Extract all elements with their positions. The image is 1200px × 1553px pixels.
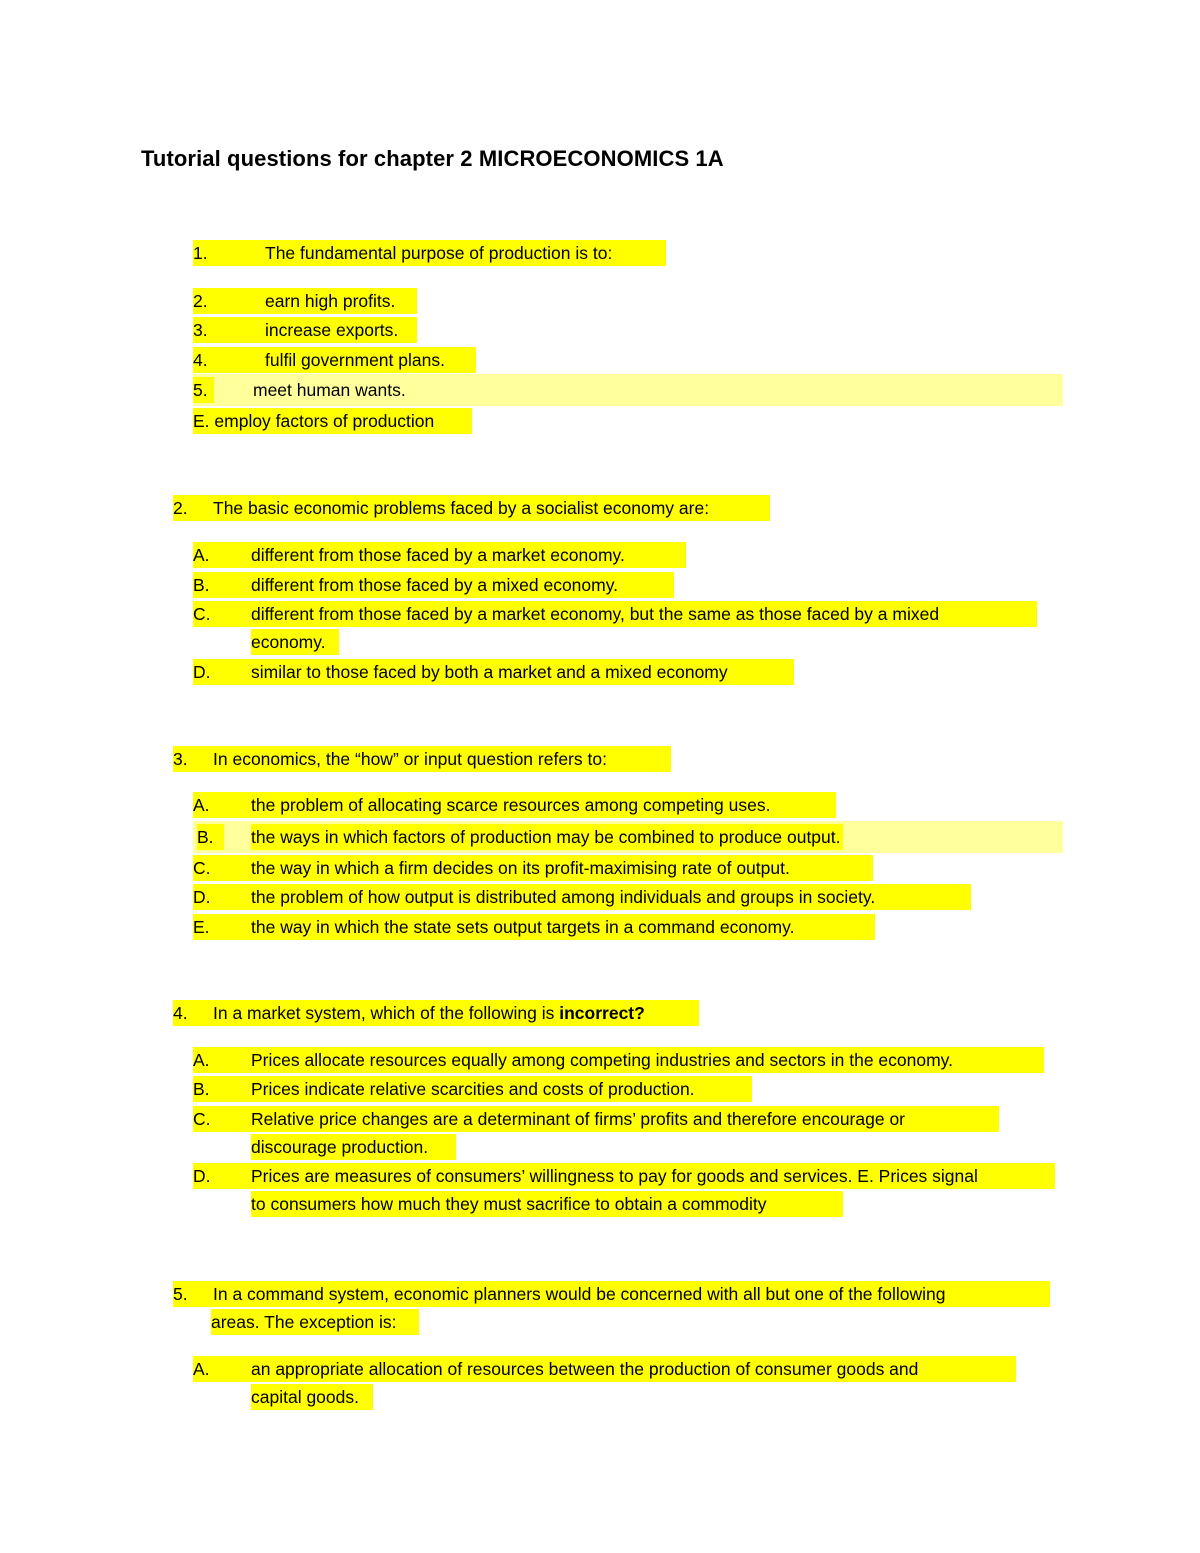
option-label: E. bbox=[193, 917, 210, 937]
q3-option bbox=[193, 914, 875, 940]
option-label: D. bbox=[193, 662, 211, 682]
q1-option bbox=[193, 317, 417, 343]
q4-option bbox=[193, 1047, 1044, 1073]
option-label: 4. bbox=[193, 350, 208, 370]
option-label: A. bbox=[193, 795, 210, 815]
q1-option bbox=[193, 347, 476, 373]
q4-stem: In a market system, which of the following is bbox=[213, 1003, 560, 1023]
q1-stem: The fundamental purpose of production is to: bbox=[265, 243, 613, 263]
q2-number: 2. bbox=[173, 498, 188, 518]
q2-stem-line bbox=[173, 495, 770, 521]
q5-stem-line bbox=[173, 1281, 1050, 1307]
q5-stem-continuation: areas. The exception is: bbox=[211, 1309, 419, 1335]
q5-number: 5. bbox=[173, 1284, 188, 1304]
option-text: Relative price changes are a determinant of firms’ profits and therefore encourage or bbox=[251, 1109, 906, 1129]
option-text: similar to those faced by both a market and a mixed economy bbox=[251, 662, 728, 682]
option-label: 5. bbox=[193, 377, 214, 403]
option-label: C. bbox=[193, 604, 211, 624]
option-label: B. bbox=[193, 575, 210, 595]
option-text: different from those faced by a market economy, but the same as those faced by a mixed bbox=[251, 604, 940, 624]
option-label: A. bbox=[193, 545, 210, 565]
q4-number: 4. bbox=[173, 1003, 188, 1023]
option-text: the problem of how output is distributed among individuals and groups in society. bbox=[251, 887, 876, 907]
q4-option-continuation: to consumers how much they must sacrifice to obtain a commodity bbox=[251, 1191, 843, 1217]
q4-stem-emphasis: incorrect? bbox=[559, 1003, 645, 1023]
q1-extra-option: E. employ factors of production bbox=[193, 408, 472, 434]
q3-number: 3. bbox=[173, 749, 188, 769]
option-text: increase exports. bbox=[265, 320, 399, 340]
q3-option bbox=[193, 792, 836, 818]
q4-option bbox=[193, 1106, 999, 1132]
q5-option-continuation: capital goods. bbox=[251, 1384, 373, 1410]
option-label: B. bbox=[193, 1079, 210, 1099]
q3-option bbox=[193, 855, 873, 881]
q1-number: 1. bbox=[193, 243, 208, 263]
page-title: Tutorial questions for chapter 2 MICROECONOMICS 1A bbox=[141, 146, 724, 171]
option-label: 3. bbox=[193, 320, 208, 340]
q3-option bbox=[193, 884, 971, 910]
q4-option bbox=[193, 1163, 1055, 1189]
option-label: 2. bbox=[193, 291, 208, 311]
option-text: Prices indicate relative scarcities and costs of production. bbox=[251, 1079, 695, 1099]
q3-stem-line bbox=[173, 746, 671, 772]
q5-stem: In a command system, economic planners would be concerned with all but one of the following bbox=[213, 1284, 946, 1304]
option-text: the way in which a firm decides on its profit-maximising rate of output. bbox=[251, 858, 790, 878]
q2-option bbox=[193, 572, 674, 598]
q2-option-continuation: economy. bbox=[251, 629, 339, 655]
option-text: earn high profits. bbox=[265, 291, 396, 311]
option-text: fulfil government plans. bbox=[265, 350, 445, 370]
option-label: C. bbox=[193, 1109, 211, 1129]
option-text: an appropriate allocation of resources between the production of consumer goods and bbox=[251, 1359, 919, 1379]
option-text: different from those faced by a market economy. bbox=[251, 545, 625, 565]
q2-option bbox=[193, 601, 1037, 627]
q3-option-marked bbox=[193, 821, 1063, 853]
option-text: the way in which the state sets output targets in a command economy. bbox=[251, 917, 795, 937]
q1-stem-line bbox=[193, 240, 666, 266]
q4-option bbox=[193, 1076, 752, 1102]
option-text: the problem of allocating scarce resources among competing uses. bbox=[251, 795, 771, 815]
q2-option bbox=[193, 542, 686, 568]
option-label: B. bbox=[197, 824, 224, 850]
q4-option-continuation: discourage production. bbox=[251, 1134, 456, 1160]
q4-stem-line bbox=[173, 1000, 699, 1026]
option-text: Prices are measures of consumers’ willingness to pay for goods and services. E. Prices signal bbox=[251, 1166, 978, 1186]
option-text: meet human wants. bbox=[253, 380, 406, 400]
q2-stem: The basic economic problems faced by a socialist economy are: bbox=[213, 498, 710, 518]
q3-stem: In economics, the “how” or input question refers to: bbox=[213, 749, 607, 769]
q5-option bbox=[193, 1356, 1016, 1382]
option-text: Prices allocate resources equally among competing industries and sectors in the economy. bbox=[251, 1050, 953, 1070]
q2-option bbox=[193, 659, 794, 685]
option-label: D. bbox=[193, 887, 211, 907]
q1-option-marked bbox=[193, 374, 1063, 406]
option-label: A. bbox=[193, 1050, 210, 1070]
option-text: the ways in which factors of production may be combined to produce output. bbox=[251, 824, 843, 850]
option-label: C. bbox=[193, 858, 211, 878]
option-text: different from those faced by a mixed economy. bbox=[251, 575, 619, 595]
option-label: A. bbox=[193, 1359, 210, 1379]
option-label: D. bbox=[193, 1166, 211, 1186]
q1-option bbox=[193, 288, 417, 314]
